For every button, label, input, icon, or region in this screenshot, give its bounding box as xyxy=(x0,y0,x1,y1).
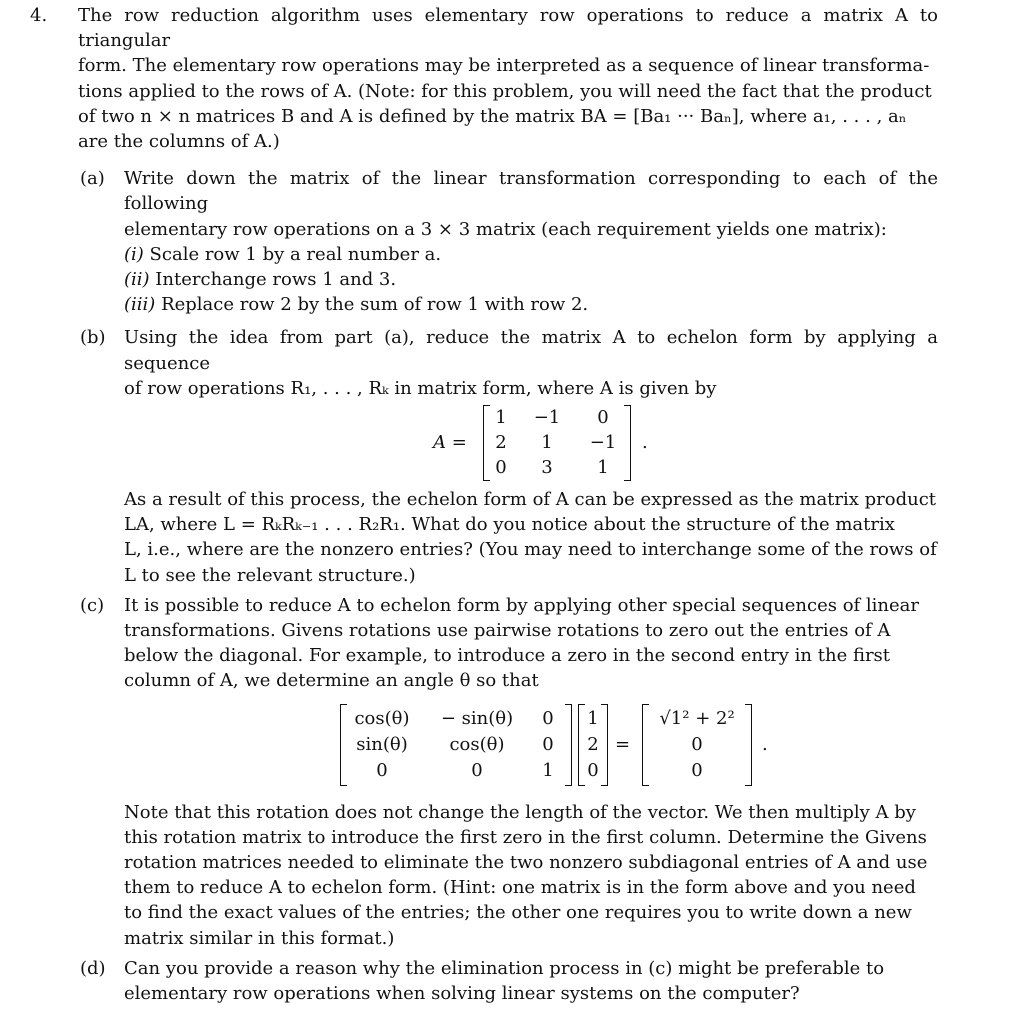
item-text: Scale row 1 by a real number a. xyxy=(149,243,442,265)
matrix-A-equation xyxy=(30,401,938,487)
text-line: L, i.e., where are the nonzero entries? (You may need to interchange some of the rows of xyxy=(124,539,937,561)
matrix-cell: sin(θ) xyxy=(356,733,408,755)
text-line: Using the idea from part (a), reduce the matrix A to echelon form by applying a sequence xyxy=(124,327,938,374)
part-a-item-i xyxy=(124,242,938,267)
vector-cell: 0 xyxy=(587,759,599,781)
matrix-A-lhs: A = xyxy=(433,432,467,454)
text-line: rotation matrices needed to eliminate the two nonzero subdiagonal entries of A and use xyxy=(124,852,928,874)
matrix-cell: 0 xyxy=(376,759,388,781)
intro-line: The row reduction algorithm uses elementary row operations to reduce a matrix A to triangular xyxy=(78,5,938,52)
item-number: (ii) xyxy=(124,269,150,291)
matrix-cell: 1 xyxy=(542,759,554,781)
part-a-text xyxy=(124,166,938,242)
matrix-cell: − sin(θ) xyxy=(440,707,514,729)
matrix-cell: −1 xyxy=(589,432,617,454)
text-line: L to see the relevant structure.) xyxy=(124,564,416,586)
matrix-cell: cos(θ) xyxy=(449,733,505,755)
text-line: Note that this rotation does not change the length of the vector. We then multiply A by xyxy=(124,801,916,823)
matrix-cell: 0 xyxy=(471,759,483,781)
item-number: (iii) xyxy=(124,294,156,316)
vector-cell: 2 xyxy=(587,733,599,755)
intro-line: form. The elementary row operations may be interpreted as a sequence of linear transforma- xyxy=(78,55,930,77)
part-c-after xyxy=(124,800,938,951)
text-line: matrix similar in this format.) xyxy=(124,927,395,949)
part-b-text xyxy=(124,325,938,401)
part-a-item-ii xyxy=(124,267,938,292)
matrix-A xyxy=(483,405,631,481)
matrix-cell: 0 xyxy=(542,707,554,729)
text-line: elementary row operations when solving linear systems on the computer? xyxy=(124,983,800,1005)
text-line: of row operations R₁, . . . , Rₖ in matrix form, where A is given by xyxy=(124,377,717,399)
text-line: them to reduce A to echelon form. (Hint: one matrix is in the form above and you need xyxy=(124,877,916,899)
part-a-label: (a) xyxy=(80,168,105,190)
part-d xyxy=(30,956,938,1006)
intro-line: are the columns of A.) xyxy=(78,131,280,153)
matrix-cell: 1 xyxy=(495,407,507,429)
text-line: As a result of this process, the echelon form of A can be expressed as the matrix product xyxy=(124,489,937,511)
matrix-cell: 2 xyxy=(495,432,507,454)
part-d-text xyxy=(124,956,938,1006)
matrix-cell: 0 xyxy=(542,733,554,755)
text-line: transformations. Givens rotations use pairwise rotations to zero out the entries of A xyxy=(124,620,891,642)
rotation-matrix xyxy=(340,704,572,786)
text-line: this rotation matrix to introduce the first zero in the first column. Determine the Givens xyxy=(124,826,927,848)
givens-equation xyxy=(30,694,938,800)
text-line: Can you provide a reason why the elimination process in (c) might be preferable to xyxy=(124,957,885,979)
problem-4 xyxy=(30,3,938,1006)
intro-line: tions applied to the rows of A. (Note: for this problem, you will need the fact that the product xyxy=(78,80,932,102)
text-line: Write down the matrix of the linear transformation corresponding to each of the following xyxy=(124,168,938,215)
matrix-cell: cos(θ) xyxy=(354,707,410,729)
vector-cell: 0 xyxy=(691,759,703,781)
matrix-cell: 0 xyxy=(597,407,609,429)
item-text: Replace row 2 by the sum of row 1 with row 2. xyxy=(161,294,589,316)
matrix-cell: 3 xyxy=(541,457,553,479)
matrix-period: . xyxy=(642,432,648,454)
text-line: below the diagonal. For example, to introduce a zero in the second entry in the first xyxy=(124,645,891,667)
equals-sign: = xyxy=(615,733,631,755)
part-b-after xyxy=(124,487,938,588)
vector-cell: 0 xyxy=(691,733,703,755)
matrix-cell: 1 xyxy=(541,432,553,454)
result-vector xyxy=(642,704,752,786)
matrix-cell: 0 xyxy=(495,457,507,479)
part-c xyxy=(30,593,938,951)
part-b xyxy=(30,325,938,587)
problem-number: 4. xyxy=(30,5,48,26)
text-line: column of A, we determine an angle θ so that xyxy=(124,670,539,692)
part-a xyxy=(30,166,938,317)
equation-period: . xyxy=(762,733,768,755)
part-b-label: (b) xyxy=(80,327,106,349)
vector-cell: 1 xyxy=(587,707,599,729)
problem-intro xyxy=(78,3,938,154)
text-line: LA, where L = RₖRₖ₋₁ . . . R₂R₁. What do you notice about the structure of the matrix xyxy=(124,514,895,536)
matrix-cell: 1 xyxy=(597,457,609,479)
text-line: elementary row operations on a 3 × 3 matrix (each requirement yields one matrix): xyxy=(124,218,887,240)
vector xyxy=(578,704,608,786)
vector-cell: √1² + 2² xyxy=(659,707,735,729)
part-a-item-iii xyxy=(124,292,938,317)
text-line: It is possible to reduce A to echelon form by applying other special sequences of linear xyxy=(124,594,920,616)
part-d-label: (d) xyxy=(80,957,106,979)
part-c-label: (c) xyxy=(80,594,105,616)
intro-line: of two n × n matrices B and A is defined by the matrix BA = [Ba₁ ··· Baₙ], where a₁, . . . , aₙ xyxy=(78,105,907,127)
matrix-cell: −1 xyxy=(533,407,561,429)
item-number: (i) xyxy=(124,243,144,265)
text-line: to find the exact values of the entries; the other one requires you to write down a new xyxy=(124,902,912,924)
item-text: Interchange rows 1 and 3. xyxy=(155,269,397,291)
part-c-text xyxy=(124,593,938,694)
